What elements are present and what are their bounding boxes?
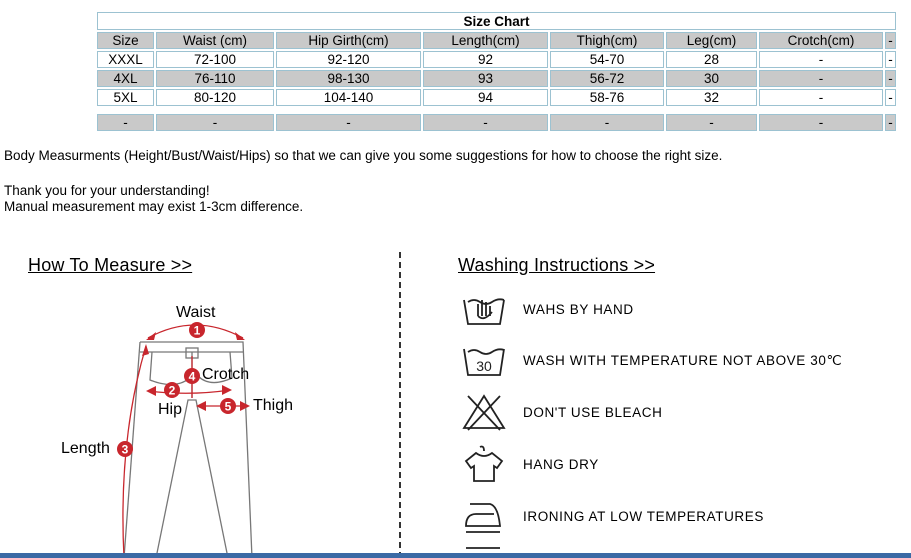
column-header: Crotch(cm) xyxy=(759,32,883,49)
pants-measure-diagram xyxy=(0,290,395,558)
table-cell: - xyxy=(759,114,883,131)
table-cell: 58-76 xyxy=(550,89,664,106)
wash-label-iron: IRONING AT LOW TEMPERATURES xyxy=(523,509,764,524)
table-cell: - xyxy=(759,89,883,106)
table-cell: - xyxy=(666,114,757,131)
table-row xyxy=(97,114,896,131)
table-cell: - xyxy=(97,114,154,131)
crotch-label: Crotch xyxy=(202,366,250,383)
table-cell: XXXL xyxy=(97,51,154,68)
column-header: Thigh(cm) xyxy=(550,32,664,49)
table-cell: 94 xyxy=(423,89,548,106)
column-header: Waist (cm) xyxy=(156,32,274,49)
section-divider xyxy=(399,252,401,558)
table-cell: 28 xyxy=(666,51,757,68)
column-header: Size xyxy=(97,32,154,49)
hang-dry-icon xyxy=(460,441,508,485)
hand-wash-icon xyxy=(460,290,508,328)
washing-instructions-title: Washing Instructions >> xyxy=(458,255,656,275)
waist-label: Waist xyxy=(176,304,216,321)
thigh-label: Thigh xyxy=(253,397,294,414)
length-label: Length xyxy=(61,440,110,457)
table-cell: 76-110 xyxy=(156,70,274,87)
column-header: Leg(cm) xyxy=(666,32,757,49)
table-cell: 56-72 xyxy=(550,70,664,87)
marker-3 xyxy=(117,441,133,457)
hip-label: Hip xyxy=(158,401,183,418)
no-bleach-icon xyxy=(460,392,508,432)
table-cell: - xyxy=(885,89,896,106)
marker-5 xyxy=(220,398,236,414)
iron-low-icon xyxy=(460,496,508,536)
table-cell: - xyxy=(759,70,883,87)
hip-line xyxy=(148,390,230,393)
table-row xyxy=(97,70,896,87)
svg-text:2: 2 xyxy=(168,383,176,398)
svg-text:4: 4 xyxy=(188,369,196,384)
table-cell: - xyxy=(759,51,883,68)
table-row xyxy=(97,51,896,68)
svg-text:30: 30 xyxy=(476,358,492,374)
marker-4 xyxy=(184,368,200,384)
table-cell: 72-100 xyxy=(156,51,274,68)
svg-text:5: 5 xyxy=(224,399,232,414)
table-cell: - xyxy=(156,114,274,131)
marker-1 xyxy=(189,322,205,338)
table-cell: 98-130 xyxy=(276,70,421,87)
svg-text:1: 1 xyxy=(193,323,201,338)
how-to-measure-title: How To Measure >> xyxy=(28,255,193,275)
table-cell: - xyxy=(276,114,421,131)
table-cell: 92 xyxy=(423,51,548,68)
wash-label-hang-dry: HANG DRY xyxy=(523,457,599,472)
table-cell: 5XL xyxy=(97,89,154,106)
table-cell: 4XL xyxy=(97,70,154,87)
table-cell: - xyxy=(423,114,548,131)
svg-text:3: 3 xyxy=(121,442,129,457)
size-chart-table xyxy=(95,10,898,133)
table-cell: 80-120 xyxy=(156,89,274,106)
wash-label-bleach: DON'T USE BLEACH xyxy=(523,405,663,420)
size-chart-header-row xyxy=(97,32,896,49)
size-chart-title: Size Chart xyxy=(97,12,896,30)
bottom-bar xyxy=(0,553,911,558)
table-cell: 54-70 xyxy=(550,51,664,68)
manual-measurement-note: Manual measurement may exist 1-3cm difference. xyxy=(4,199,304,214)
table-cell: - xyxy=(885,70,896,87)
wash-30-icon xyxy=(460,343,508,379)
row-spacer xyxy=(97,108,896,112)
column-header: Length(cm) xyxy=(423,32,548,49)
wash-label-temperature: WASH WITH TEMPERATURE NOT ABOVE 30℃ xyxy=(523,353,843,368)
table-cell: 30 xyxy=(666,70,757,87)
table-row xyxy=(97,89,896,106)
table-cell: - xyxy=(885,51,896,68)
table-cell: - xyxy=(885,114,896,131)
marker-2 xyxy=(164,382,180,398)
column-header: - xyxy=(885,32,896,49)
body-measurements-note: Body Measurments (Height/Bust/Waist/Hips) so that we can give you some suggestions for how to choose the right size. xyxy=(4,148,723,163)
table-cell: 93 xyxy=(423,70,548,87)
table-cell: 104-140 xyxy=(276,89,421,106)
thanks-note: Thank you for your understanding! xyxy=(4,183,210,198)
table-cell: 92-120 xyxy=(276,51,421,68)
column-header: Hip Girth(cm) xyxy=(276,32,421,49)
table-cell: - xyxy=(550,114,664,131)
table-cell: 32 xyxy=(666,89,757,106)
wash-label-hand: WAHS BY HAND xyxy=(523,302,634,317)
